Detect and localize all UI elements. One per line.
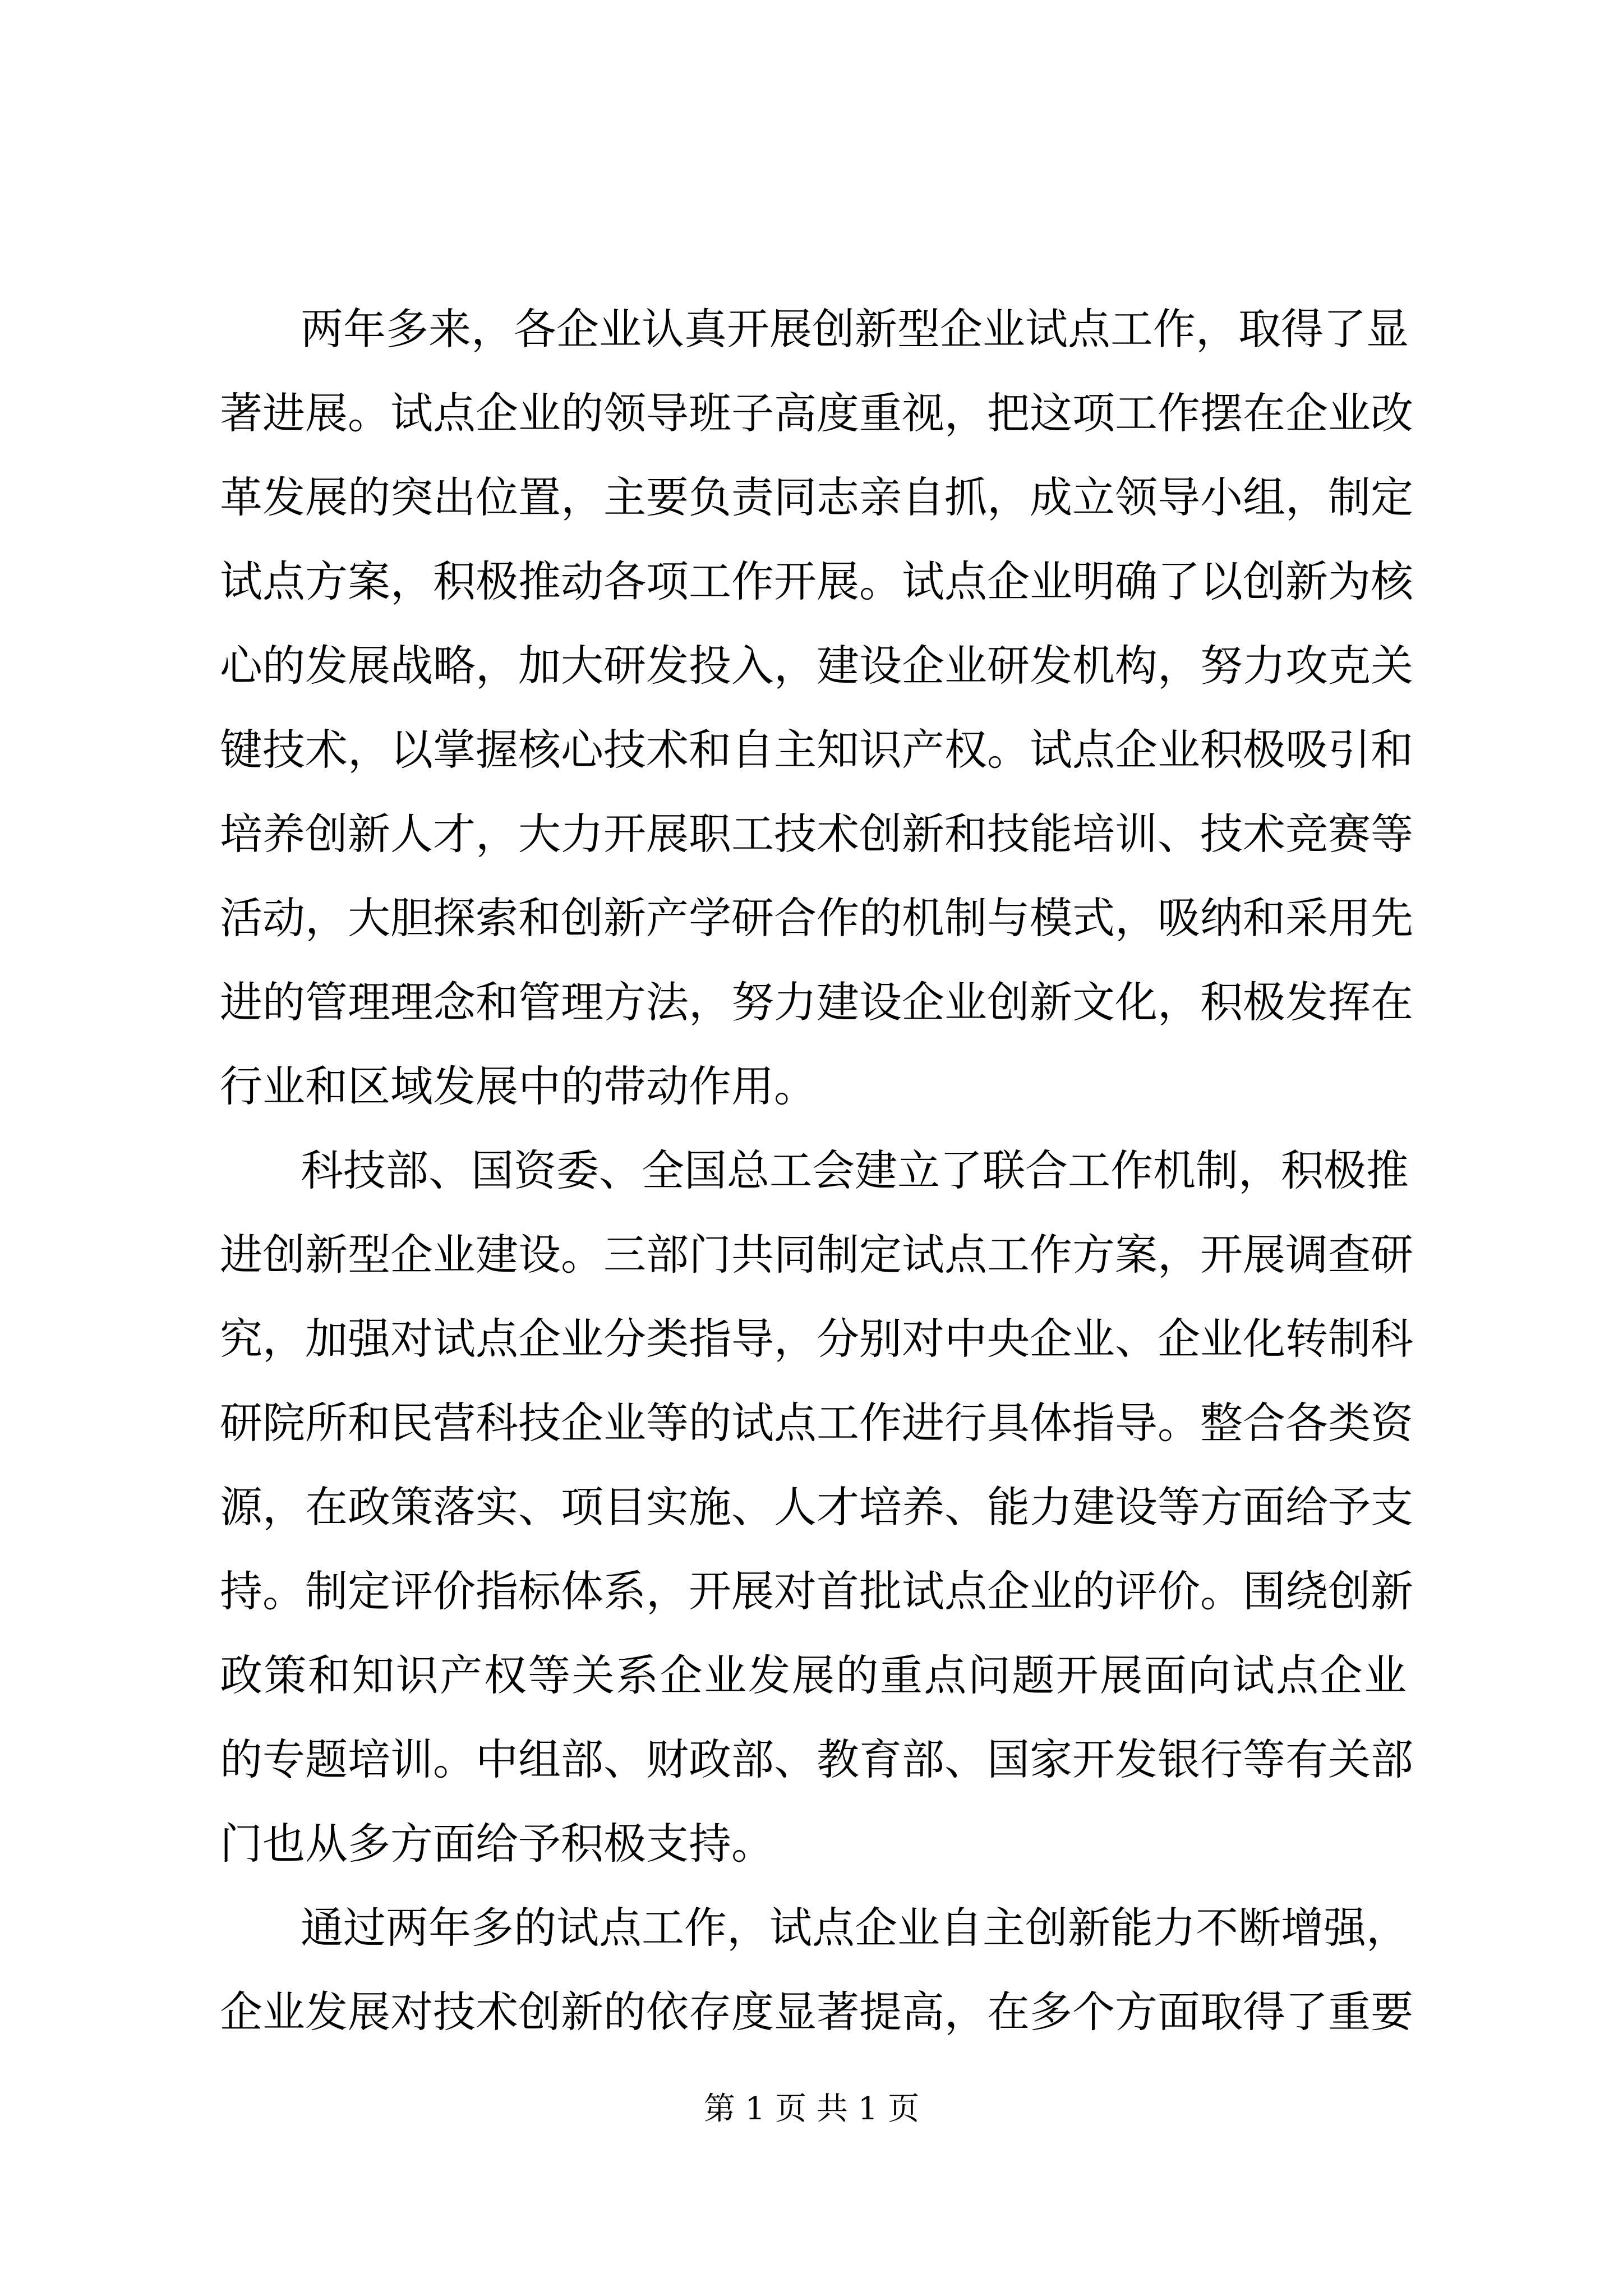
paragraph-2-line-7: 政策和知识产权等关系企业发展的重点问题开展面向试点企业	[220, 1650, 1407, 1700]
paragraph-1-line-6: 键技术，以掌握核心技术和自主知识产权。试点企业积极吸引和	[220, 725, 1413, 775]
paragraph-2-line-1: 科技部、国资委、全国总工会建立了联合工作机制，积极推	[301, 1145, 1409, 1195]
paragraph-1-line-1: 两年多来，各企业认真开展创新型企业试点工作，取得了显	[301, 304, 1409, 354]
paragraph-2-line-2: 进创新型企业建设。三部门共同制定试点工作方案，开展调查研	[220, 1230, 1413, 1280]
paragraph-2-line-6: 持。制定评价指标体系，开展对首批试点企业的评价。围绕创新	[220, 1566, 1413, 1616]
paragraph-1-line-9: 进的管理理念和管理方法，努力建设企业创新文化，积极发挥在	[220, 977, 1413, 1027]
paragraph-3-line-1: 通过两年多的试点工作，试点企业自主创新能力不断增强，	[301, 1903, 1409, 1953]
paragraph-1-line-10: 行业和区域发展中的带动作用。	[220, 1061, 817, 1111]
paragraph-2-line-4: 研院所和民营科技企业等的试点工作进行具体指导。整合各类资	[220, 1398, 1413, 1448]
paragraph-1-line-2: 著进展。试点企业的领导班子高度重视，把这项工作摆在企业改	[220, 388, 1413, 438]
paragraph-2-line-3: 究，加强对试点企业分类指导，分别对中央企业、企业化转制科	[220, 1314, 1413, 1364]
paragraph-2-line-9: 门也从多方面给予积极支持。	[220, 1819, 774, 1869]
paragraph-1-line-3: 革发展的突出位置，主要负责同志亲自抓，成立领导小组，制定	[220, 472, 1413, 522]
page-number-footer: 第 1 页 共 1 页	[703, 2091, 920, 2127]
paragraph-1-line-4: 试点方案，积极推动各项工作开展。试点企业明确了以创新为核	[220, 556, 1413, 606]
paragraph-1-line-8: 活动，大胆探索和创新产学研合作的机制与模式，吸纳和采用先	[220, 893, 1413, 943]
paragraph-2-line-5: 源，在政策落实、项目实施、人才培养、能力建设等方面给予支	[220, 1482, 1413, 1532]
paragraph-1-line-5: 心的发展战略，加大研发投入，建设企业研发机构，努力攻克关	[220, 641, 1413, 691]
paragraph-3-line-2: 企业发展对技术创新的依存度显著提高，在多个方面取得了重要	[220, 1987, 1413, 2037]
paragraph-2-line-8: 的专题培训。中组部、财政部、教育部、国家开发银行等有关部	[220, 1734, 1413, 1784]
paragraph-1-line-7: 培养创新人才，大力开展职工技术创新和技能培训、技术竞赛等	[220, 809, 1413, 859]
